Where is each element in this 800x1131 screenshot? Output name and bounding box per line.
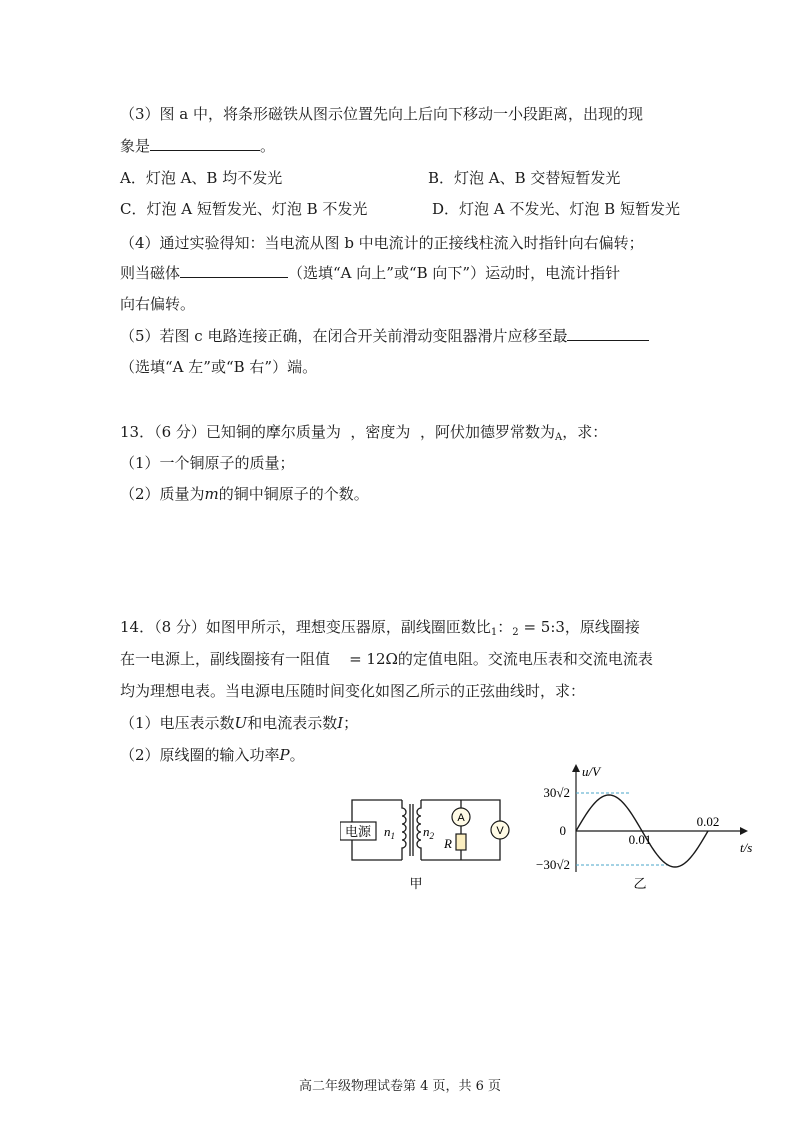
resistor-label: R bbox=[444, 836, 452, 851]
figure-jia-caption: 甲 bbox=[409, 876, 423, 891]
tick-0.02-label: 0.02 bbox=[696, 814, 720, 829]
svg-text:V: V bbox=[496, 825, 504, 837]
q14-line-2: 在一电源上，副线圈接有一阻值 = 12Ω的定值电阻。交流电压表和交流电流表 bbox=[120, 650, 653, 668]
q12-part5-line2: （选填“A 左”或“B 右”）端。 bbox=[120, 358, 318, 376]
q13-item-2: （2）质量为m的铜中铜原子的个数。 bbox=[120, 485, 369, 503]
svg-text:A: A bbox=[457, 812, 465, 824]
answer-blank-4[interactable] bbox=[180, 262, 288, 278]
y-min-label: −30√2 bbox=[536, 857, 570, 872]
n1-label: $n_1$ bbox=[384, 824, 395, 841]
tick-0.01-label: 0.01 bbox=[628, 832, 652, 847]
q12-part4-line3: 向右偏转。 bbox=[120, 295, 196, 313]
option-d: D．灯泡 A 不发光、灯泡 B 短暂发光 bbox=[432, 200, 680, 218]
q12-part4-line2: 则当磁体 （选填“A 向上”或“B 向下”）运动时，电流计指针 bbox=[120, 264, 621, 282]
q12-part3-line2: 象是 。 bbox=[120, 137, 276, 155]
page-footer: 高二年级物理试卷第 4 页，共 6 页 bbox=[298, 1079, 502, 1094]
y-axis-label: u/V bbox=[582, 764, 601, 779]
q12-part4-line1: （4）通过实验得知：当电流从图 b 中电流计的正接线柱流入时指针向右偏转； bbox=[120, 234, 644, 252]
resistor-icon bbox=[456, 834, 466, 850]
q14-line-1: 14．（8 分）如图甲所示，理想变压器原，副线圈匝数比$_1$：$_2$ = 5:3，原线圈接 bbox=[120, 618, 640, 638]
x-axis-label: t/s bbox=[740, 840, 753, 855]
power-source-label: 电源 bbox=[344, 824, 372, 839]
option-a: A．灯泡 A、B 均不发光 bbox=[120, 169, 283, 187]
q14-figures bbox=[340, 760, 780, 900]
n2-label: $n_2$ bbox=[423, 824, 434, 841]
y-axis-arrow bbox=[572, 764, 580, 772]
q14-item-2: （2）原线圈的输入功率P。 bbox=[120, 746, 305, 764]
option-b: B．灯泡 A、B 交替短暂发光 bbox=[428, 169, 621, 187]
x-axis-arrow bbox=[740, 827, 748, 835]
answer-blank-3[interactable] bbox=[150, 135, 260, 151]
figure-yi-graph bbox=[536, 764, 752, 891]
q13-heading: 13．（6 分）已知铜的摩尔质量为 ，密度为 ，阿伏加德罗常数为$_A$，求： bbox=[120, 423, 608, 443]
q12-part3-line1: （3）图 a 中，将条形磁铁从图示位置先向上后向下移动一小段距离，出现的现 bbox=[120, 105, 644, 123]
figure-yi-caption: 乙 bbox=[633, 876, 647, 891]
q13-item-1: （1）一个铜原子的质量； bbox=[120, 454, 295, 472]
y-max-label: 30√2 bbox=[543, 785, 570, 800]
q14-line-3: 均为理想电表。当电源电压随时间变化如图乙所示的正弦曲线时，求： bbox=[120, 682, 586, 700]
q14-item-1: （1）电压表示数U和电流表示数I； bbox=[120, 714, 359, 732]
option-c: C．灯泡 A 短暂发光、灯泡 B 不发光 bbox=[120, 200, 368, 218]
answer-blank-5[interactable] bbox=[567, 325, 649, 341]
origin-label: 0 bbox=[559, 823, 566, 838]
q12-part5-line1: （5）若图 c 电路连接正确，在闭合开关前滑动变阻器滑片应移至最 bbox=[120, 325, 649, 346]
